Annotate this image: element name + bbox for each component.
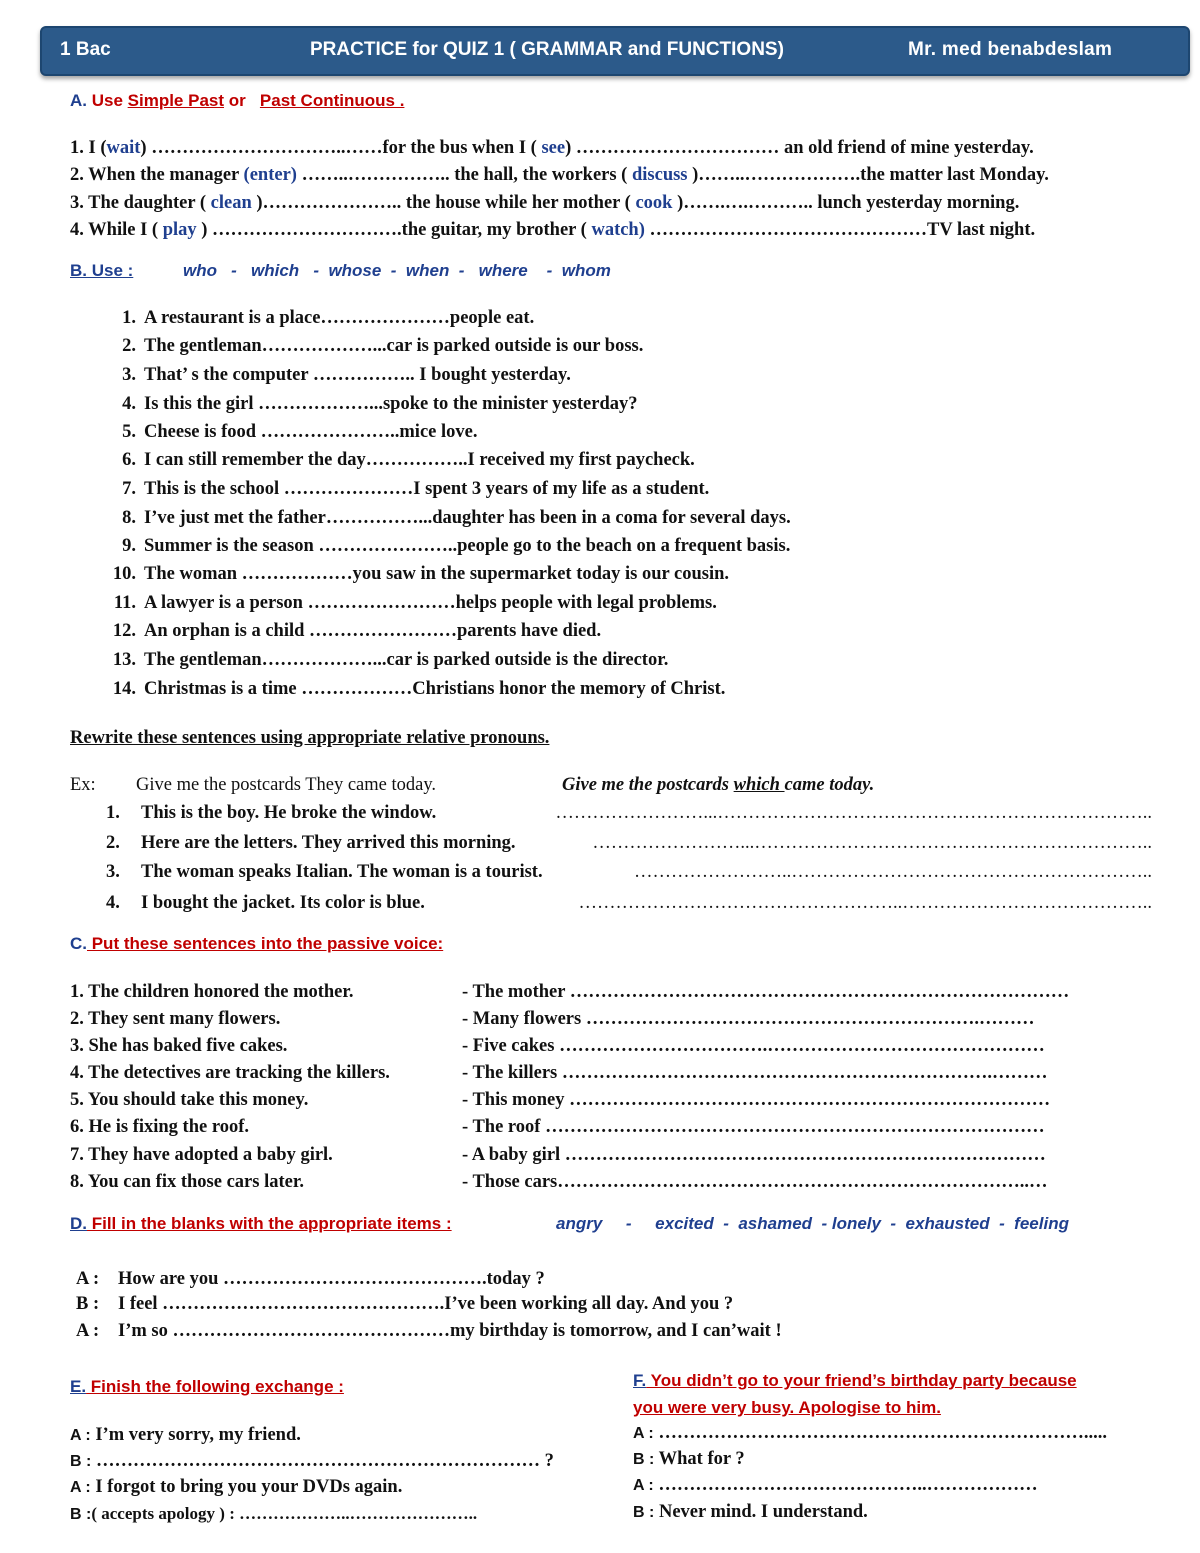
- dialog-text: ( accepts apology ) : ………………..…………………..: [91, 1504, 478, 1523]
- rewrite-sentence: This is the boy. He broke the window.: [141, 803, 437, 823]
- list-item: [100, 450, 695, 471]
- passive-answer: - Those cars…………………………………………………………………..…: [462, 1172, 1048, 1192]
- example-sentence: Give me the postcards They came today.: [136, 775, 437, 795]
- rewrite-sentence: Here are the letters. They arrived this morning.: [141, 833, 516, 853]
- dialog-text: I’m very sorry, my friend.: [90, 1425, 301, 1445]
- dialog-line: How are you …………………………………….today ?: [118, 1269, 545, 1289]
- dialog-text: I forgot to bring you your DVDs again.: [90, 1477, 403, 1497]
- section-a-use: Use: [87, 91, 128, 110]
- item-number: 10.: [112, 564, 136, 584]
- list-item: [100, 564, 729, 585]
- item-text: I’ve just met the father……………...daughter has been in a coma for several days.: [144, 508, 791, 528]
- list-item: [100, 621, 601, 642]
- passive-answer: - The killers …………………………………………………………….………: [462, 1063, 1048, 1083]
- item-number: 13.: [112, 650, 136, 670]
- dialog-line: [70, 1425, 301, 1446]
- passive-answer: - The mother ………………………………………………………………………: [462, 982, 1070, 1002]
- section-f-heading-line2: you were very busy. Apologise to him.: [633, 1398, 941, 1417]
- section-e-heading: E. Finish the following exchange :: [70, 1377, 344, 1396]
- speaker-label: B :: [76, 1294, 100, 1314]
- item-number: 12.: [112, 621, 136, 641]
- section-a-or: or: [224, 91, 251, 110]
- section-a-item: 2. When the manager (enter) ……..…………….. the hall, the workers ( discuss )……..……………….the matter last Monday.: [70, 165, 1049, 185]
- list-item: [100, 593, 717, 614]
- item-text: A lawyer is a person ……………………helps people with legal problems.: [144, 593, 717, 613]
- item-number: 1.: [122, 308, 136, 328]
- dialog-text: What for ?: [654, 1449, 745, 1469]
- speaker-label: B :: [70, 1453, 92, 1470]
- item-text: Summer is the season …………………..people go to the beach on a frequent basis.: [144, 536, 791, 556]
- active-sentence: 2. They sent many flowers.: [70, 1009, 281, 1029]
- dialog-line: [633, 1449, 745, 1470]
- answer-blank: ……………………...………………………………………………………..: [592, 833, 1152, 853]
- speaker-label: A :: [70, 1479, 91, 1496]
- section-a-letter: A.: [70, 91, 87, 110]
- list-item: [100, 679, 725, 700]
- item-text: The woman ………………you saw in the supermarket today is our cousin.: [144, 564, 730, 584]
- passive-answer: - Many flowers ……………………………………………………….………: [462, 1009, 1035, 1029]
- item-number: 9.: [122, 536, 136, 556]
- dialog-text: …………………………………………………………….....: [653, 1423, 1107, 1443]
- passive-answer: - Five cakes …………………………….………………………………………: [462, 1036, 1045, 1056]
- dialog-text: ……………………………………………………………… ?: [91, 1451, 554, 1471]
- item-number: 1.: [106, 803, 120, 823]
- section-b-heading: [70, 261, 133, 281]
- active-sentence: 3. She has baked five cakes.: [70, 1036, 288, 1056]
- item-text: Christmas is a time ………………Christians honor the memory of Christ.: [144, 679, 726, 699]
- speaker-label: B :: [633, 1504, 655, 1521]
- item-number: 2.: [122, 336, 136, 356]
- answer-blank: ……………………...……………………………………………………………..: [555, 803, 1152, 823]
- speaker-label: A :: [633, 1477, 654, 1494]
- item-number: 3.: [106, 862, 120, 882]
- dialog-text: Never mind. I understand.: [654, 1502, 868, 1522]
- section-d-heading: D. Fill in the blanks with the appropriate items :: [70, 1214, 452, 1233]
- dialog-line: [633, 1502, 868, 1523]
- section-a-heading: [70, 91, 404, 111]
- item-text: The gentleman………………...car is parked outside is our boss.: [144, 336, 644, 356]
- passive-answer: - The roof ………………………………………………………………………: [462, 1117, 1045, 1137]
- list-item: [100, 422, 477, 443]
- item-number: 3.: [122, 365, 136, 385]
- active-sentence: 6. He is fixing the roof.: [70, 1117, 249, 1137]
- dialog-line: [633, 1475, 1038, 1496]
- dialog-line: I’m so ………………………………………my birthday is tomorrow, and I can’wait !: [118, 1321, 782, 1341]
- item-number: 7.: [122, 479, 136, 499]
- answer-blank: ……………………..…………………………………………………..: [634, 862, 1152, 882]
- section-c-heading: C. Put these sentences into the passive voice:: [70, 934, 444, 953]
- speaker-label: A :: [633, 1425, 654, 1442]
- item-number: 11.: [113, 593, 136, 613]
- dialog-line: [70, 1451, 554, 1472]
- rewrite-sentence: The woman speaks Italian. The woman is a tourist.: [141, 862, 543, 882]
- example-label: Ex:: [70, 775, 96, 795]
- class-label: 1 Bac: [60, 39, 111, 60]
- tense-simple-past: Simple Past: [127, 91, 225, 110]
- item-text: An orphan is a child ……………………parents have died.: [144, 621, 602, 641]
- relative-pronoun-list: who - which - whose - when - where - whom: [183, 261, 611, 280]
- page-title: PRACTICE for QUIZ 1 ( GRAMMAR and FUNCTIONS): [310, 39, 784, 60]
- passive-answer: - This money ……………………………………………………………………: [462, 1090, 1051, 1110]
- section-f-heading: F. You didn’t go to your friend’s birthday party because: [633, 1371, 1077, 1390]
- speaker-label: A :: [76, 1321, 100, 1341]
- active-sentence: 4. The detectives are tracking the killers.: [70, 1063, 390, 1083]
- section-a-item: 3. The daughter ( clean )………………….. the house while her mother ( cook )…….….……….. lunch yesterday morning.: [70, 193, 1020, 213]
- dialog-line: [70, 1504, 477, 1525]
- item-number: 4.: [106, 893, 120, 913]
- teacher-name: Mr. med benabdeslam: [908, 39, 1113, 60]
- item-text: Is this the girl ………………...spoke to the minister yesterday?: [144, 394, 638, 414]
- item-number: 6.: [122, 450, 136, 470]
- item-number: 5.: [122, 422, 136, 442]
- active-sentence: 8. You can fix those cars later.: [70, 1172, 304, 1192]
- example-answer: Give me the postcards which came today.: [562, 775, 875, 795]
- rewrite-heading: Rewrite these sentences using appropriate relative pronouns.: [70, 728, 550, 748]
- dialog-line: [633, 1423, 1107, 1444]
- rewrite-sentence: I bought the jacket. Its color is blue.: [141, 893, 425, 913]
- dialog-line: [70, 1477, 402, 1498]
- answer-blank: ……………………………………………..…………………………………..: [578, 893, 1152, 913]
- speaker-label: B :: [70, 1506, 92, 1523]
- tense-past-continuous: Past Continuous .: [259, 91, 405, 110]
- item-number: 14.: [112, 679, 136, 699]
- list-item: [100, 394, 637, 415]
- section-a-item: 1. I (wait) …………………………..……for the bus when I ( see) …………………………… an old friend of mine yesterday.: [70, 138, 1034, 158]
- item-text: That’ s the computer …………….. I bought yesterday.: [144, 365, 571, 385]
- section-a-item: 4. While I ( play ) ………………………….the guitar, my brother ( watch) ………………………………………TV last night.: [70, 220, 1036, 240]
- item-number: 2.: [106, 833, 120, 853]
- item-text: This is the school …………………I spent 3 years of my life as a student.: [144, 479, 710, 499]
- header-bar: [40, 26, 1190, 76]
- item-number: 4.: [122, 394, 136, 414]
- list-item: [100, 508, 791, 529]
- active-sentence: 5. You should take this money.: [70, 1090, 309, 1110]
- list-item: [100, 336, 643, 357]
- section-b-label: B. Use :: [70, 261, 134, 280]
- list-item: [100, 650, 668, 671]
- speaker-label: A :: [70, 1427, 91, 1444]
- list-item: [100, 479, 709, 500]
- dialog-text: ……………………………………..………………: [653, 1475, 1038, 1495]
- passive-answer: - A baby girl ……………………………………………………………………: [462, 1145, 1046, 1165]
- item-text: A restaurant is a place…………………people eat.: [144, 308, 535, 328]
- vocabulary-list: angry - excited - ashamed - lonely - exhausted - feeling: [556, 1214, 1069, 1233]
- speaker-label: B :: [633, 1451, 655, 1468]
- list-item: [100, 308, 534, 329]
- item-text: I can still remember the day……………..I received my first paycheck.: [144, 450, 695, 470]
- active-sentence: 7. They have adopted a baby girl.: [70, 1145, 333, 1165]
- speaker-label: A :: [76, 1269, 100, 1289]
- item-text: Cheese is food …………………..mice love.: [144, 422, 478, 442]
- item-number: 8.: [122, 508, 136, 528]
- active-sentence: 1. The children honored the mother.: [70, 982, 354, 1002]
- list-item: [100, 536, 790, 557]
- list-item: [100, 365, 571, 386]
- item-text: The gentleman………………...car is parked outside is the director.: [144, 650, 669, 670]
- dialog-line: I feel ……………………………………….I’ve been working all day. And you ?: [118, 1294, 734, 1314]
